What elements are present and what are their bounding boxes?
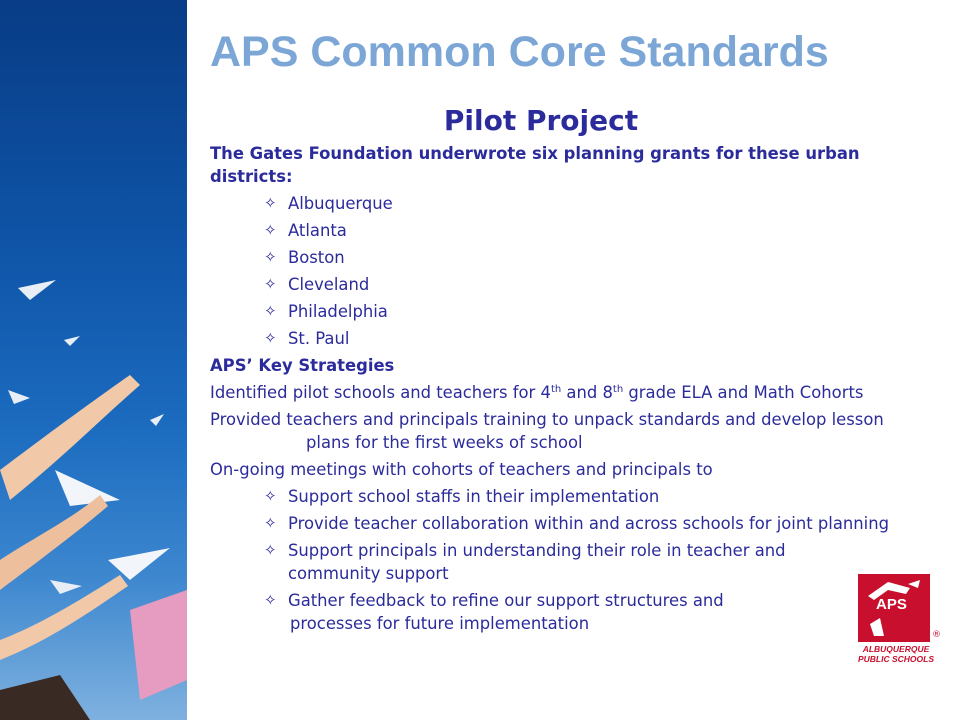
meeting-goal-item	[210, 485, 925, 508]
meeting-goal-text: Provide teacher collaboration within and across schools for joint planning	[288, 514, 890, 533]
district-item	[210, 300, 925, 323]
district-item	[210, 192, 925, 215]
strategy-text: grade ELA and Math Cohorts	[623, 383, 864, 402]
strategy-text: Identified pilot schools and teachers for 4	[210, 383, 551, 402]
superscript: th	[612, 384, 624, 395]
logo-caption	[854, 644, 938, 664]
logo-emblem-text: APS	[876, 596, 907, 613]
star-bullet-icon: ✧	[264, 541, 277, 559]
star-bullet-icon: ✧	[264, 194, 277, 212]
slide-body	[210, 142, 925, 639]
slide-subtitle: Pilot Project	[443, 104, 639, 137]
district-name: Albuquerque	[288, 194, 393, 213]
aps-logo	[854, 570, 944, 674]
district-item	[210, 327, 925, 350]
star-bullet-icon: ✧	[264, 302, 277, 320]
strategies-heading: APS’ Key Strategies	[210, 356, 395, 375]
strategy-item: Provided teachers and principals training to unpack standards and develop lesson plans for the first weeks of school	[210, 410, 884, 452]
district-name: St. Paul	[288, 329, 350, 348]
logo-caption-line: ALBUQUERQUE	[862, 644, 930, 654]
strategy-text: and 8	[561, 383, 613, 402]
district-item	[210, 273, 925, 296]
star-bullet-icon: ✧	[264, 514, 277, 532]
logo-caption-line: PUBLIC SCHOOLS	[857, 654, 935, 664]
star-bullet-icon: ✧	[264, 221, 277, 239]
sidebar-photo-paper-airplanes	[0, 0, 187, 720]
meeting-goal-item	[210, 539, 925, 585]
superscript: th	[550, 384, 562, 395]
strategy-item	[210, 381, 925, 404]
meeting-goal-text: Gather feedback to refine our support structures and	[288, 591, 724, 610]
district-name: Philadelphia	[288, 302, 388, 321]
meeting-goal-item	[210, 512, 925, 535]
star-bullet-icon: ✧	[264, 248, 277, 266]
district-name: Cleveland	[288, 275, 370, 294]
intro-text: The Gates Foundation underwrote six planning grants for these urban districts:	[210, 144, 860, 186]
district-item	[210, 219, 925, 242]
star-bullet-icon: ✧	[264, 275, 277, 293]
star-bullet-icon: ✧	[264, 329, 277, 347]
meeting-goal-continuation: processes for future implementation	[290, 614, 590, 633]
meeting-goal-text: Support school staffs in their implementation	[288, 487, 660, 506]
slide-title: APS Common Core Standards	[210, 28, 829, 76]
meeting-goal-item	[210, 589, 925, 612]
meeting-goal-text: Support principals in understanding their role in teacher and community support	[288, 541, 786, 583]
star-bullet-icon: ✧	[264, 591, 277, 609]
paper-airplanes-illustration	[0, 0, 187, 720]
strategy-item: On-going meetings with cohorts of teachers and principals to	[210, 460, 713, 479]
district-name: Boston	[288, 248, 345, 267]
district-item	[210, 246, 925, 269]
district-name: Atlanta	[288, 221, 347, 240]
registered-mark: ®	[932, 630, 941, 640]
star-bullet-icon: ✧	[264, 487, 277, 505]
